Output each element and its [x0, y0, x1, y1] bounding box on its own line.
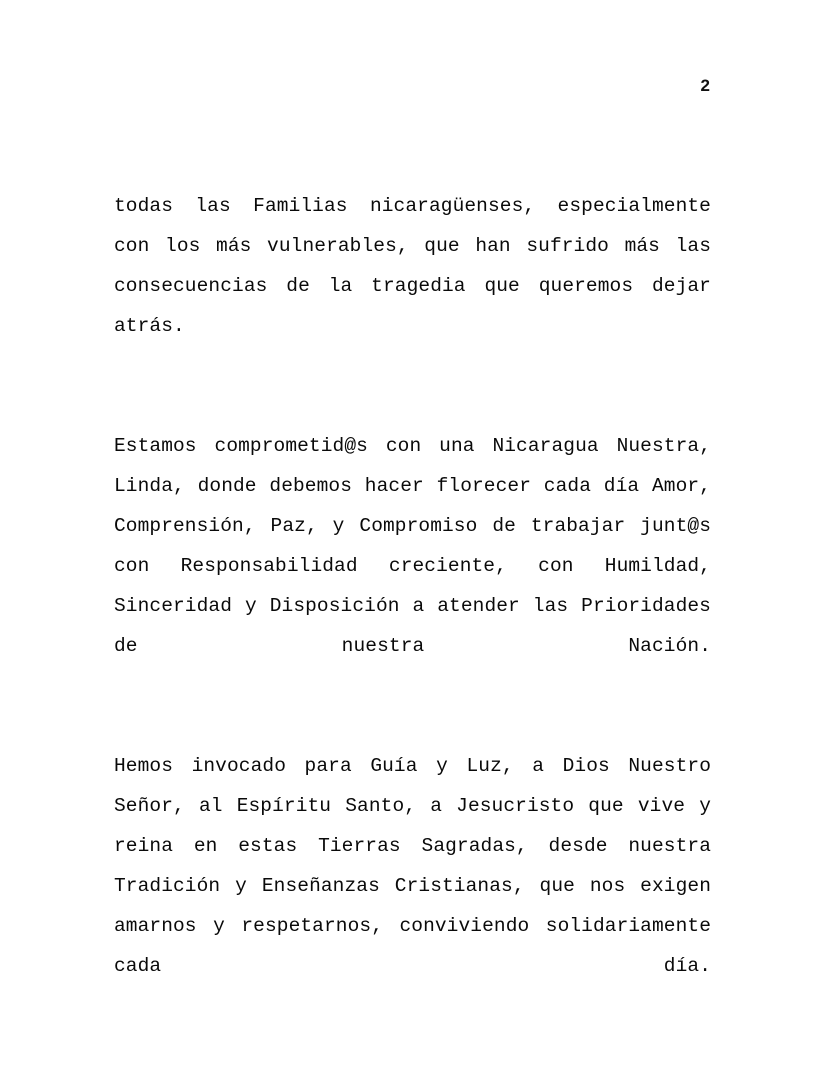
paragraph: todas las Familias nicaragüenses, especialmente con los más vulnerables, que han sufrido más las consecuencias de la tragedia que queremos dejar atrás.: [114, 195, 711, 337]
paragraph: Hemos invocado para Guía y Luz, a Dios Nuestro Señor, al Espíritu Santo, a Jesucristo que vive y reina en estas Tierras Sagradas, desde nuestra Tradición y Enseñanzas Cristianas, que nos exigen amarnos y respetarnos, conviviendo solidariamente cada día.: [114, 755, 711, 977]
page-number: 2: [700, 76, 710, 95]
paragraph: Estamos comprometid@s con una Nicaragua Nuestra, Linda, donde debemos hacer florecer cada día Amor, Comprensión, Paz, y Compromiso de trabajar junt@s con Responsabilidad creciente, con Humildad, Sinceridad y Disposición a atender las Prioridades de nuestra Nación.: [114, 435, 711, 657]
document-body: [114, 186, 711, 1026]
